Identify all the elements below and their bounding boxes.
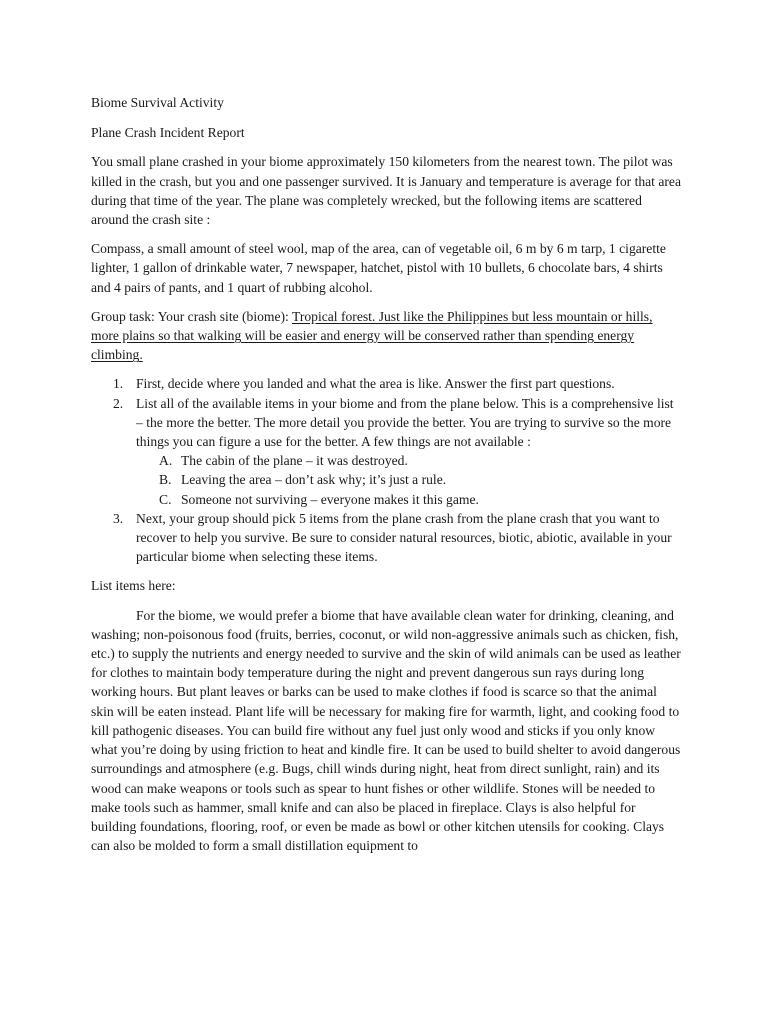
list-item-text: Next, your group should pick 5 items from the plane crash from the plane crash that you want to recover to help you survive. Be sure to consider natural resources, biotic, abiotic, available in your particular biome when selecting these items.	[136, 510, 672, 565]
sub-list-item	[159, 490, 681, 509]
sub-list-item-text: Leaving the area – don’t ask why; it’s just a rule.	[181, 472, 447, 488]
list-item-number: 1.	[113, 376, 124, 392]
document-title: Biome Survival Activity	[91, 95, 224, 110]
answer-paragraph: For the biome, we would prefer a biome that have available clean water for drinking, cleaning, and washing; non-poisonous food (fruits, berries, coconut, or wild non-aggressive animals such as chicken, fish, etc.) to supply the nutrients and energy needed to survive and the skin of wild animals can be used as leather for clothes to maintain body temperature during the night and prevent dangerous sun rays during long working hours. But plant leaves or barks can be used to make clothes if food is scarce so that the animal skin will be eaten instead. Plant life will be necessary for making fire for warmth, light, and cooking food to kill pathogenic diseases. You can build fire without any fuel just only wood and sticks if you only know what you’re doing by using friction to heat and kindle fire. It can be used to build shelter to avoid dangerous surroundings and atmosphere (e.g. Bugs, chill winds during night, heat from direct sunlight, rain) and its wood can make weapons or tools such as spear to hunt fishes or other wildlife. Stones will be needed to make tools such as hammer, small knife and can also be placed in fireplace. Clays is also helpful for building foundations, flooring, roof, or even be made as bowl or other kitchen utensils for cooking. Clays can also be molded to form a small distillation equipment to	[91, 607, 681, 854]
list-item	[113, 394, 681, 509]
document-body	[91, 93, 681, 855]
instruction-list	[91, 374, 681, 566]
sub-list-item-text: Someone not surviving – everyone makes it this game.	[181, 491, 479, 507]
sub-list-item	[159, 470, 681, 489]
group-task-label: Group task: Your crash site (biome):	[91, 308, 292, 324]
sub-list-item	[159, 451, 681, 470]
document-subtitle: Plane Crash Incident Report	[91, 125, 245, 141]
list-item-number: 2.	[113, 395, 124, 411]
sub-list-item-text: The cabin of the plane – it was destroyed.	[181, 453, 408, 469]
sub-list-item-letter: B.	[159, 472, 172, 488]
group-task-answer: Tropical forest. Just like the Philippines but less mountain or hills, more plains so that walking will be easier and energy will be conserved rather than spending energy climbing.	[91, 308, 653, 363]
list-item-text: First, decide where you landed and what the area is like. Answer the first part questions.	[136, 376, 615, 392]
list-item-number: 3.	[113, 510, 124, 526]
sub-list-item-letter: C.	[159, 491, 172, 507]
items-paragraph: Compass, a small amount of steel wool, map of the area, can of vegetable oil, 6 m by 6 m tarp, 1 cigarette lighter, 1 gallon of drinkable water, 7 newspaper, hatchet, pistol with 10 bullets, 6 chocolate bars, 4 shirts and 4 pairs of pants, and 1 quart of rubbing alcohol.	[91, 241, 666, 295]
list-item	[113, 374, 681, 393]
list-item-text: List all of the available items in your biome and from the plane below. This is a comprehensive list – the more the better. The more detail you provide the better. You are trying to survive so the more things you can figure a use for the better. A few things are not available :	[136, 395, 674, 450]
list-items-label: List items here:	[91, 578, 176, 594]
group-task-paragraph	[91, 307, 681, 365]
unavailable-list	[136, 451, 681, 509]
list-item	[113, 509, 681, 567]
sub-list-item-letter: A.	[159, 453, 173, 469]
intro-paragraph: You small plane crashed in your biome approximately 150 kilometers from the nearest town. The pilot was killed in the crash, but you and one passenger survived. It is January and temperature is average for that area during that time of the year. The plane was completely wrecked, but the following items are scattered around the crash site :	[91, 154, 681, 228]
